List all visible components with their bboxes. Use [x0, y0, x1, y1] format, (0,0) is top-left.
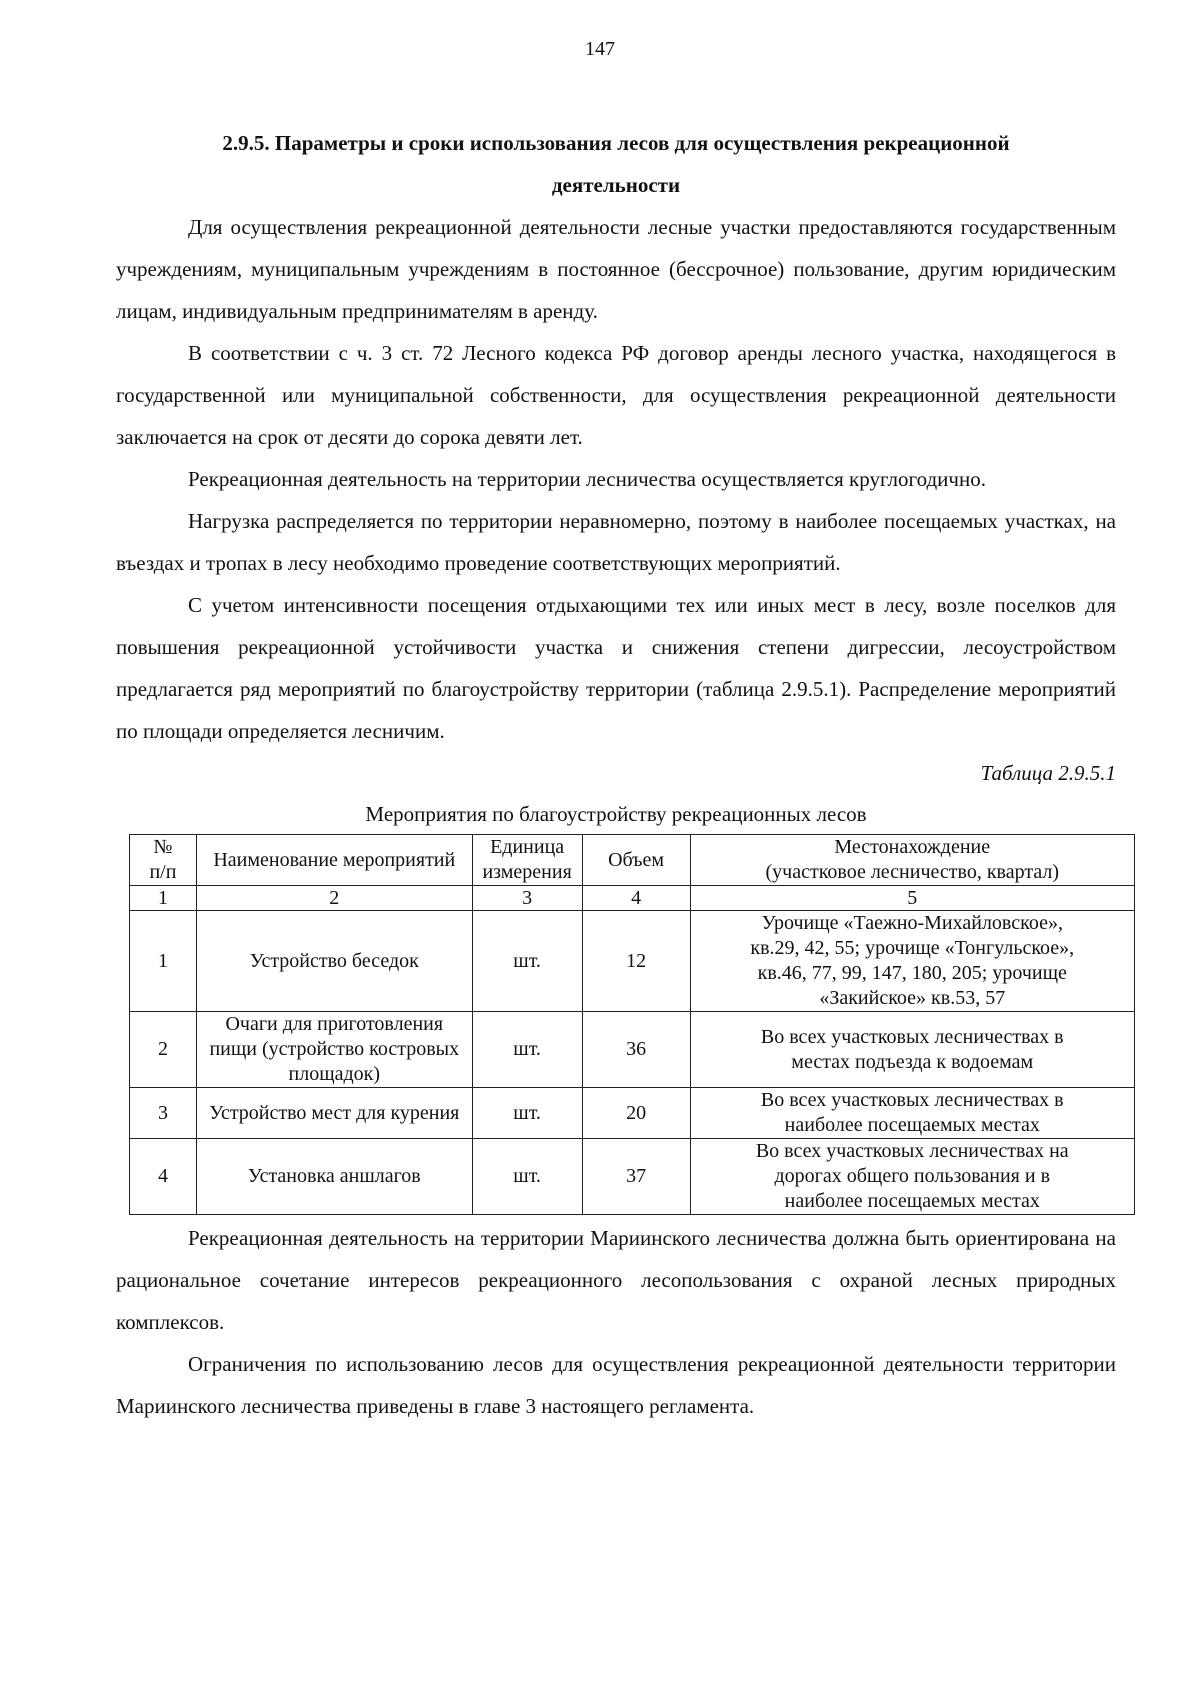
row-name: Устройство мест для курения	[196, 1088, 472, 1139]
row-unit: шт.	[472, 1012, 582, 1088]
row-name: Установка аншлагов	[196, 1139, 472, 1215]
row-location: Урочище «Таежно-Михайловское», кв.29, 42, 55; урочище «Тонгульское», кв.46, 77, 99, 147, 180, 205; урочище «Закийское» кв.53, 57	[690, 911, 1134, 1012]
column-index-row	[130, 886, 1135, 911]
paragraph: Рекреационная деятельность на территории лесничества осуществляется круглогодично.	[188, 467, 986, 491]
paragraph: Нагрузка распределяется по территории неравномерно, поэтому в наиболее посещаемых участках, на въездах и тропах в лесу необходимо проведение соответствующих мероприятий.	[116, 509, 1116, 575]
column-index: 5	[690, 886, 1134, 911]
row-location: Во всех участковых лесничествах в наиболее посещаемых местах	[690, 1088, 1134, 1139]
column-index: 4	[582, 886, 690, 911]
column-index: 2	[196, 886, 472, 911]
table-row	[130, 1139, 1135, 1215]
table-row	[130, 1012, 1135, 1088]
row-location: Во всех участковых лесничествах в местах подъезда к водоемам	[690, 1012, 1134, 1088]
closing-text	[116, 1217, 1116, 1427]
paragraph: Рекреационная деятельность на территории Мариинского лесничества должна быть ориентирована на рациональное сочетание интересов рекреационного лесопользования с охраной лесных природных комплексов.	[116, 1226, 1116, 1334]
row-location: Во всех участковых лесничествах на дорогах общего пользования и в наиболее посещаемых местах	[690, 1139, 1134, 1215]
table-title: Мероприятия по благоустройству рекреационных лесов	[365, 802, 867, 826]
row-name: Очаги для приготовления пищи (устройство костровых площадок)	[196, 1012, 472, 1088]
row-num: 1	[130, 911, 197, 1012]
header-name: Наименование мероприятий	[196, 835, 472, 886]
row-num: 2	[130, 1012, 197, 1088]
table-row	[130, 1088, 1135, 1139]
row-unit: шт.	[472, 1088, 582, 1139]
row-num: 4	[130, 1139, 197, 1215]
section-heading-line-1: 2.9.5. Параметры и сроки использования лесов для осуществления рекреационной	[222, 131, 1010, 155]
paragraph: Ограничения по использованию лесов для осуществления рекреационной деятельности территории Мариинского лесничества приведены в главе 3 настоящего регламента.	[116, 1352, 1116, 1418]
header-num: № п/п	[130, 835, 197, 886]
row-volume: 37	[582, 1139, 690, 1215]
row-name: Устройство беседок	[196, 911, 472, 1012]
section-heading-line-2: деятельности	[551, 173, 681, 197]
column-index: 3	[472, 886, 582, 911]
header-volume: Объем	[582, 835, 690, 886]
page-number: 147	[585, 38, 615, 60]
table-row	[130, 911, 1135, 1012]
row-volume: 36	[582, 1012, 690, 1088]
paragraph: Для осуществления рекреационной деятельности лесные участки предоставляются государственным учреждениям, муниципальным учреждениям в постоянное (бессрочное) пользование, другим юридическим лицам, индивидуальным предпринимателям в аренду.	[116, 215, 1116, 323]
measures-table	[129, 834, 1135, 1215]
table-header-row	[130, 835, 1135, 886]
paragraph: В соответствии с ч. 3 ст. 72 Лесного кодекса РФ договор аренды лесного участка, находящегося в государственной или муниципальной собственности, для осуществления рекреационной деятельности заключается на срок от десяти до сорока девяти лет.	[116, 341, 1116, 449]
row-num: 3	[130, 1088, 197, 1139]
row-unit: шт.	[472, 1139, 582, 1215]
header-unit: Единица измерения	[472, 835, 582, 886]
header-location: Местонахождение (участковое лесничество, квартал)	[690, 835, 1134, 886]
row-volume: 12	[582, 911, 690, 1012]
table-label: Таблица 2.9.5.1	[980, 761, 1116, 785]
document-body	[116, 122, 1116, 1427]
row-volume: 20	[582, 1088, 690, 1139]
column-index: 1	[130, 886, 197, 911]
row-unit: шт.	[472, 911, 582, 1012]
paragraph: С учетом интенсивности посещения отдыхающими тех или иных мест в лесу, возле поселков для повышения рекреационной устойчивости участка и снижения степени дигрессии, лесоустройством предлагается ряд мероприятий по благоустройству территории (таблица 2.9.5.1). Распределение мероприятий по площади определяется лесничим.	[116, 593, 1116, 743]
